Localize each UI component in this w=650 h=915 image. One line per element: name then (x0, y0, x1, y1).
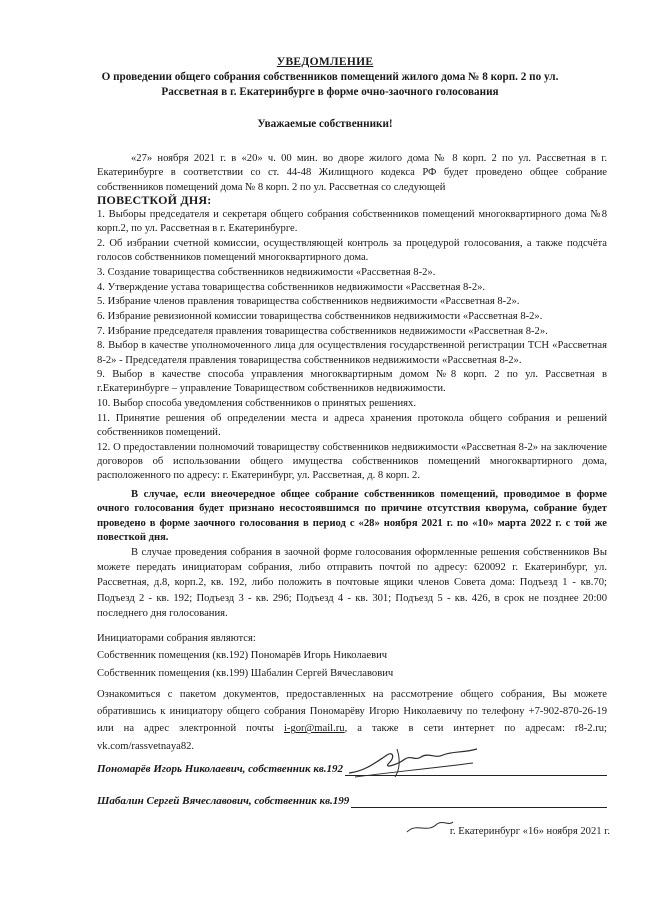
document-subtitle: О проведении общего собрания собственников помещений жилого дома № 8 корп. 2 по ул. Рассветная в г. Екатеринбурге в форме очно-заочного голосования (101, 71, 559, 98)
agenda-list (97, 208, 607, 484)
signature-label: Пономарёв Игорь Николаевич, собственник кв.192 (97, 763, 344, 775)
signature-label: Шабалин Сергей Вячеславович, собственник кв.199 (97, 795, 350, 807)
handwritten-signature-icon (345, 743, 485, 783)
agenda-item: 12. О предоставлении полномочий товариществу собственников недвижимости «Рассветная 8-2» на заключение договоров об использовании общего имущества собственников помещений многоквартирного дома, расположенного по адресу: г. Екатеринбург, ул. Рассветная, д. 8 корп. 2. (97, 441, 607, 482)
email-link[interactable]: i-gor@mail.ru (283, 723, 345, 735)
document-title: УВЕДОМЛЕНИЕ (276, 56, 374, 68)
agenda-item: 6. Избрание ревизионной комиссии товарищества собственников недвижимости «Рассветная 8-2». (97, 310, 543, 322)
agenda-item: 2. Об избрании счетной комиссии, осуществляющей контроль за процедурой голосования, а также подсчёта голосов собственников помещений многоквартирного дома. (97, 237, 607, 264)
handwritten-stroke-icon (405, 818, 455, 836)
greeting: Уважаемые собственники! (257, 118, 393, 130)
agenda-item: 1. Выборы председателя и секретаря общего собрания собственников помещений многоквартирного дома №8 корп.2, по ул. Рассветная в г. Екатеринбурге. (97, 209, 607, 235)
initiator-line: Собственник помещения (кв.192) Пономарёв Игорь Николаевич (97, 650, 388, 662)
intro-paragraph: «27» ноября 2021 г. в «20» ч. 00 мин. во дворе жилого дома № 8 корп. 2 по ул. Рассветная в г. Екатеринбурге в соответствии со ст. 44-48 Жилищного кодекса РФ будет проведено общее собрание собственников помещений дома № 8 корп. 2 по ул. Рассветная со следующей (97, 153, 607, 193)
signature-line-shabalin (97, 795, 607, 808)
agenda-item: 3. Создание товарищества собственников недвижимости «Рассветная 8-2». (97, 266, 436, 278)
signature-underline (351, 797, 607, 808)
agenda-item: 5. Избрание членов правления товарищества собственников недвижимости «Рассветная 8-2». (97, 296, 520, 308)
agenda-item: 10. Выбор способа уведомления собственников о принятых решениях. (97, 398, 416, 410)
initiators-heading: Инициаторами собрания являются: (97, 633, 256, 644)
agenda-item: 8. Выбор в качестве уполномоченного лица для осуществления государственной регистрации ТСН «Рассветная 8-2» - Председателя правления товарищества собственников недвижимости «Рассветная 8-2». (97, 340, 607, 366)
agenda-item: 9. Выбор в качестве способа управления многоквартирным домом №8 корп. 2 по ул. Рассветная в г.Екатеринбурге – управление Товариществом собственников недвижимости. (97, 369, 607, 395)
documents-info-text: Ознакомиться с пакетом документов, предоставленных на рассмотрение общего собрания, Вы можете обратившись к инициатору общего собрания Пономарёву Игорю Николаевичу по телефону +7-902-870-26-19 или на адрес электронной почты (97, 689, 607, 735)
agenda-item: 7. Избрание председателя правления товарищества собственников недвижимости «Рассветная 8-2». (97, 325, 548, 337)
agenda-heading: ПОВЕСТКОЙ ДНЯ: (97, 193, 212, 207)
date-line: г. Екатеринбург «16» ноября 2021 г. (449, 826, 610, 837)
initiator-line: Собственник помещения (кв.199) Шабалин Сергей Вячеславович (97, 667, 394, 679)
agenda-item: 11. Принятие решения об определении места и адреса хранения протокола общего собрания и решений собственников помещений. (97, 412, 607, 439)
agenda-item: 4. Утверждение устава товарищества собственников недвижимости «Рассветная 8-2». (97, 281, 486, 293)
initiators-block (97, 630, 607, 682)
quorum-notice: В случае, если внеочередное общее собрание собственников помещений, проводимое в форме очного голосования будет признано несостоявшимся по причине отсутствия кворума, собрание будет проведено в форме заочного голосования в период с «28» ноября 2021 г. по «10» марта 2022 г. с той же повесткой дня. (97, 489, 607, 543)
absentee-voting-notice: В случае проведения собрания в заочной форме голосования оформленные решения собственников Вы можете передать инициаторам собрания, либо отправить почтой по адресу: 620092 г. Екатеринбург, ул. Рассветная, д.8, корп.2, кв. 192, либо положить в почтовые ящики членов Совета дома: Подъезд 1 - кв.70; Подъезд 2 - кв. 192; Подъезд 3 - кв. 296; Подъезд 4 - кв. 301; Подъезд 5 - кв. 426, в срок не позднее 20:00 последнего дня голосования. (97, 547, 607, 619)
documents-info-text-tail: , а также в сети интернет по адресам: r8-2.ru; vk.com/rassvetnaya82. (97, 723, 607, 752)
